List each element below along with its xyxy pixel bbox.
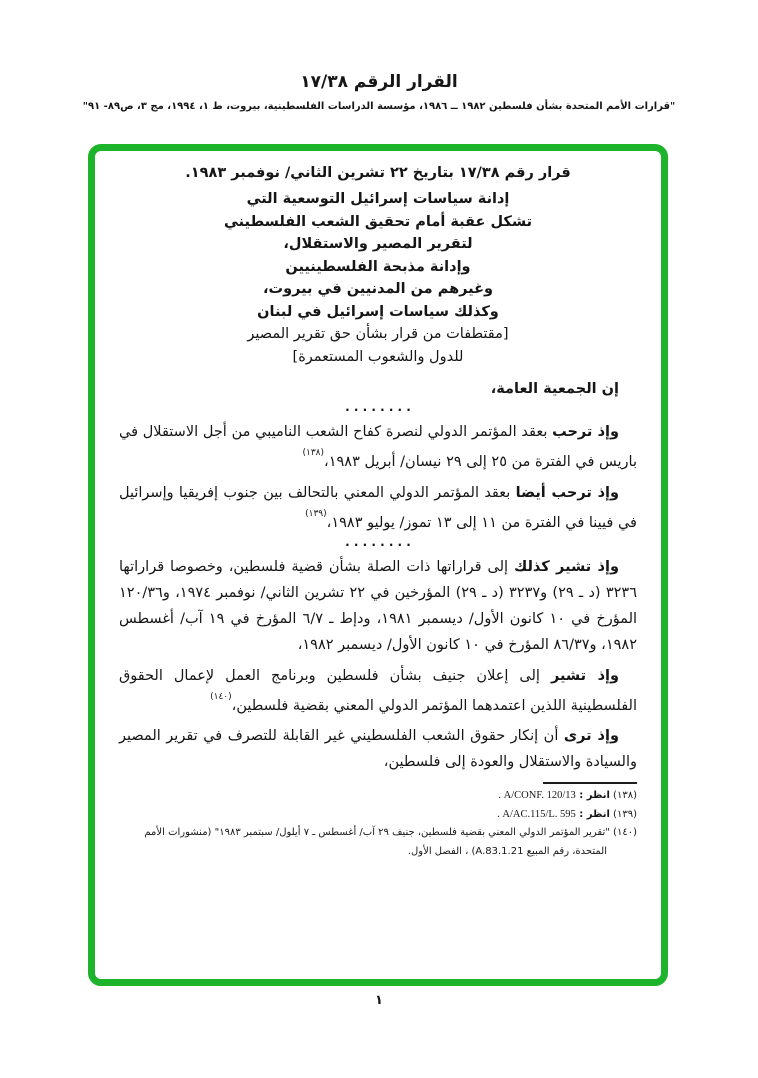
resolution-content [119,161,637,861]
footnote [119,806,637,825]
footnote-see-label: انظر : [575,790,610,802]
paragraph [119,554,637,658]
paragraph [119,419,637,475]
resolution-title-line: وغيرهم من المدنيين في بيروت، [263,281,493,297]
paragraph [119,480,637,536]
resolution-heading: قرار رقم ١٧/٣٨ بتاريخ ٢٢ تشرين الثاني/ نوفمبر ١٩٨٣. [185,165,571,181]
paragraph-lead: وإذ تشير كذلك [513,558,619,575]
paragraph-text: إلى قراراتها ذات الصلة بشأن قضية فلسطين، وخصوصا قراراتها ٣٢٣٦ (د ـ ٢٩) و٣٢٣٧ (د ـ ٢٩) المؤرخين في ٢٢ تشرين الثاني/ نوفمبر ١٩٧٤، و١٢٠/٣٦ المؤرخ في ١٠ كانون الأول/ ديسمبر ١٩٨١، ودإط ـ ٦/٧ المؤرخ في ١٩ آب/ أغسطس ١٩٨٢، و٨٦/٣٧ المؤرخ في ١٠ كانون الأول/ ديسمبر ١٩٨٢، [119,558,638,653]
footnote-ref: (١٣٨) [302,448,325,458]
footnote [119,787,637,806]
paragraph-text: بعقد المؤتمر الدولي لنصرة كفاح الشعب الناميبي من أجل الاستقلال في باريس في الفترة من ٢٥ إلى ٢٩ نيسان/ أبريل ١٩٨٣، [119,424,637,470]
paragraph-text: بعقد المؤتمر الدولي المعني بالتحالف بين جنوب إفريقيا وإسرائيل في فيينا في الفترة من ١١ إلى ١٣ تموز/ يوليو ١٩٨٣، [119,484,637,531]
resolution-title-line: وإدانة مذبحة الفلسطينيين [285,258,471,275]
resolution-opening: إن الجمعية العامة، [490,381,619,397]
resolution-title-line: لتقرير المصير والاستقلال، [283,236,473,252]
footnote-see-label: انظر : [575,808,610,820]
footnote-document-symbol: A/CONF. 120/13 . [498,790,576,802]
paragraph [119,663,637,719]
paragraph [119,723,637,775]
footnotes [119,787,637,861]
footnote-ref: (١٤٠) [210,691,232,702]
footnote-marker: (١٤٠) [609,827,637,839]
footnote-separator-rule [543,782,637,784]
ellipsis-separator: . . . . . . . . [345,534,411,549]
paragraph-lead: وإذ ترى [563,728,619,745]
resolution-title-lines [119,188,637,368]
resolution-paragraphs [119,419,637,775]
footnote-ref: (١٣٩) [305,508,327,519]
resolution-subtitle-line: [مقتطفات من قرار بشأن حق تقرير المصير [247,326,509,342]
page-number: ١ [375,993,383,1008]
resolution-frame [88,144,668,986]
footnote [119,824,637,861]
resolution-title-line: وكذلك سياسات إسرائيل في لبنان [257,303,499,320]
paragraph-lead: وإذ ترحب أيضا [515,484,619,501]
source-citation: "قرارات الأمم المتحدة بشأن فلسطين ١٩٨٢ ــ ١٩٨٦، مؤسسة الدراسات الفلسطينية، بيروت، ط ١، ١٩٩٤، مج ٣، ص٨٩- ٩١" [82,101,676,112]
resolution-subtitle-line: للدول والشعوب المستعمرة] [292,348,464,365]
document-title: القرار الرقم ١٧/٣٨ [300,72,458,92]
resolution-title-line: إدانة سياسات إسرائيل التوسعية التي [246,191,510,207]
footnote-document-symbol: A/AC.115/L. 595 . [497,808,576,820]
ellipsis-separator: . . . . . . . . [345,400,411,414]
paragraph-text: إلى إعلان جنيف بشأن فلسطين وبرنامج العمل لإعمال الحقوق الفلسطينية اللذين اعتمدهما المؤتمر الدولي المعني بقضية فلسطين، [119,667,637,714]
paragraph-lead: وإذ تشير [550,667,619,684]
footnote-text: "تقرير المؤتمر الدولي المعني بقضية فلسطين، جنيف ٢٩ آب/ أغسطس ـ ٧ أيلول/ سبتمبر ١٩٨٣" (منشورات الأمم المتحدة، رقم المبيع A.83.1.21) ، الفصل الأول. [144,827,610,857]
footnote-marker: (١٣٩) [609,808,637,820]
footnote-marker: (١٣٨) [609,790,637,802]
paragraph-lead: وإذ ترحب [552,424,619,440]
paragraph-text: أن إنكار حقوق الشعب الفلسطيني غير القابلة للتصرف في تقرير المصير والسيادة والاستقلال والعودة إلى فلسطين، [119,728,637,771]
resolution-title-line: تشكل عقبة أمام تحقيق الشعب الفلسطيني [223,213,533,230]
